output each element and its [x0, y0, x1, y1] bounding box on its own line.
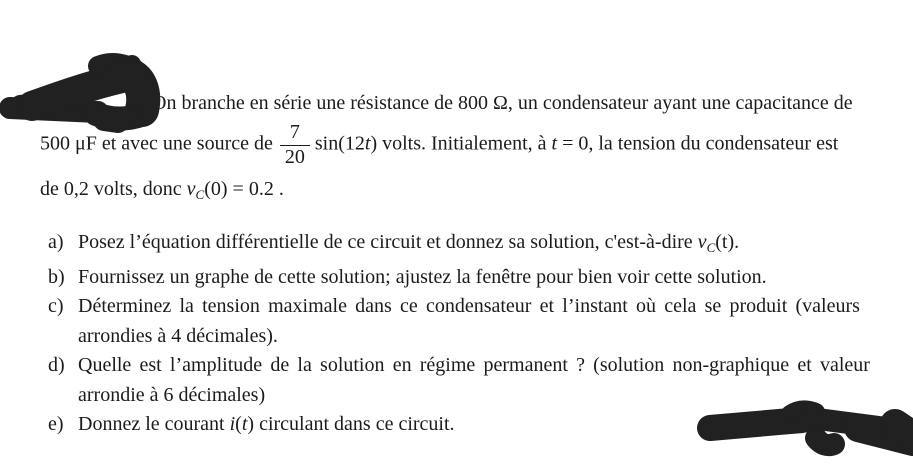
item-a-vc-subscript: C — [706, 240, 716, 255]
question-item-c — [48, 292, 887, 351]
item-b-text: Fournissez un graphe de cette solution; ajustez la fenêtre pour bien voir cette solution. — [78, 265, 767, 288]
item-e-after: circulant dans ce circuit. — [254, 413, 455, 435]
vc-variable: v — [186, 178, 196, 201]
intro-line-3 — [40, 174, 887, 210]
item-e-t-variable: t — [241, 413, 248, 435]
intro-line-1: On branche en série une résistance de 800 Ω, un condensateur ayant une capacitance de — [152, 92, 853, 114]
item-e-label: e) — [48, 413, 64, 435]
item-a-vc-variable: v — [697, 231, 707, 253]
intro-line2-mid: volts. Initialement, à — [377, 132, 552, 155]
item-b-label: b) — [48, 265, 65, 288]
item-c-line-2: arrondies à 4 décimales). — [78, 324, 278, 347]
item-a-label: a) — [48, 231, 64, 253]
item-d-line-2: arrondie à 6 décimales) — [78, 383, 266, 406]
fraction-numerator: 7 — [289, 121, 300, 143]
item-a-period: . — [734, 231, 740, 253]
question-item-a — [48, 228, 887, 263]
intro-line3-text: de 0,2 volts, donc — [40, 178, 187, 201]
intro-line2-text: 500 μF et avec une source de — [40, 132, 273, 155]
sin-term: sin(12 — [314, 132, 365, 155]
vc-subscript: C — [195, 187, 205, 203]
fraction-denominator: 20 — [280, 145, 310, 169]
item-e-paren-close: ) — [247, 413, 255, 435]
item-a-of-t: (t) — [715, 231, 735, 253]
intro-line3-period: . — [273, 178, 284, 201]
t-variable: t — [551, 132, 558, 155]
item-c-label: c) — [48, 295, 64, 317]
intro-line2-after: = 0, la tension du condensateur est — [557, 132, 839, 155]
redaction-scribble-top-left — [0, 52, 175, 137]
sin-close: ) — [370, 132, 378, 155]
item-e-before: Donnez le courant — [78, 413, 230, 435]
question-item-b — [48, 263, 887, 293]
initial-condition-equation: (0) = 0.2 — [204, 178, 274, 201]
item-d-label: d) — [48, 354, 65, 376]
item-c-line-1: Déterminez la tension maximale dans ce condensateur et l’instant où cela se produit (valeurs — [78, 295, 860, 317]
item-e-paren-open: ( — [235, 413, 242, 435]
redaction-scribble-bottom-right — [690, 398, 913, 466]
item-e-i-variable: i — [229, 413, 236, 435]
item-a-before: Posez l’équation différentielle de ce circuit et donnez sa solution, c'est-à-dire — [78, 231, 698, 253]
item-a-text — [78, 228, 887, 263]
sin-variable-t: t — [364, 132, 371, 155]
item-d-line-1: Quelle est l’amplitude de la solution en régime permanent ? (solution non-graphique et valeur — [78, 354, 870, 376]
fraction-7-over-20 — [280, 122, 310, 168]
